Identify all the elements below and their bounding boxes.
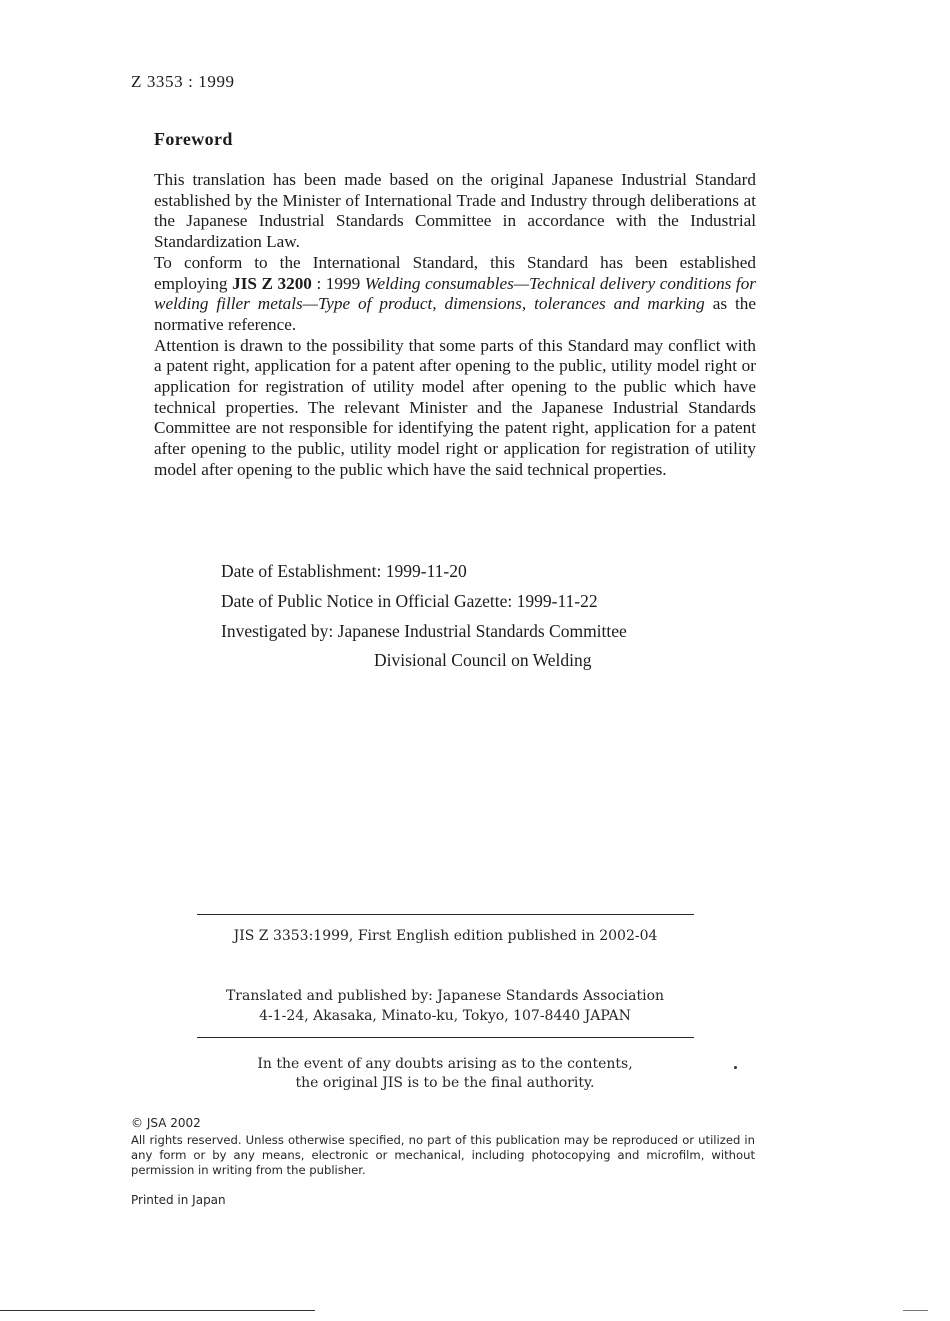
- publisher-address: 4-1-24, Akasaka, Minato-ku, Tokyo, 107-8440 JAPAN: [259, 1008, 631, 1024]
- copyright-notice: © JSA 2002: [131, 1116, 201, 1130]
- divider-bottom: [197, 1037, 694, 1038]
- paragraph-2-end: as the normative reference.: [154, 294, 756, 334]
- scan-speck: [734, 1066, 737, 1069]
- divisional-council: Divisional Council on Welding: [374, 650, 592, 670]
- foreword-title: Foreword: [154, 129, 233, 149]
- authority-line-1: In the event of any doubts arising as to the contents,: [257, 1056, 633, 1072]
- paragraph-2-intro: To conform to the International Standard, this Standard has been established employing: [154, 252, 756, 293]
- date-of-establishment: Date of Establishment: 1999-11-20: [221, 561, 467, 581]
- normative-reference-code: JIS Z 3200: [232, 273, 312, 293]
- authority-line-2: the original JIS is to be the final authority.: [295, 1075, 595, 1091]
- divider-top: [197, 914, 694, 915]
- date-of-public-notice: Date of Public Notice in Official Gazette: 1999-11-22: [221, 591, 598, 611]
- foreword-body: [154, 170, 756, 481]
- edition-note: JIS Z 3353:1999, First English edition published in 2002-04: [233, 928, 658, 944]
- normative-reference-title: Welding consumables—Technical delivery conditions for welding filler metals—Type of product, dimensions, tolerances and marking: [154, 273, 756, 314]
- scan-edge-line-right: [903, 1310, 928, 1311]
- foreword-paragraph-2: [154, 253, 756, 336]
- translated-by: Translated and published by: Japanese Standards Association: [225, 988, 665, 1004]
- rights-reserved-notice: All rights reserved. Unless otherwise specified, no part of this publication may be reproduced or utilized in any form or by any means, electronic or mechanical, including photocopying and microfilm, without permission in writing from the publisher.: [131, 1133, 755, 1177]
- foreword-paragraph-3: Attention is drawn to the possibility that some parts of this Standard may conflict with a patent right, application for a patent after opening to the public, utility model right or application for registration of utility model after opening to the public which have technical properties. The relevant Minister and the Japanese Industrial Standards Committee are not responsible for identifying the patent right, application for a patent after opening to the public, utility model right or application for registration of utility model after opening to the public which have the said technical properties.: [154, 335, 756, 479]
- printed-in: Printed in Japan: [131, 1193, 226, 1207]
- authority-note: [180, 1055, 710, 1093]
- standard-code: Z 3353 : 1999: [131, 72, 235, 91]
- scan-edge-line-left: [0, 1310, 315, 1311]
- investigated-by: Investigated by: Japanese Industrial Standards Committee: [221, 621, 627, 641]
- normative-reference-year: : 1999: [311, 273, 365, 293]
- foreword-paragraph-1: This translation has been made based on the original Japanese Industrial Standard established by the Minister of International Trade and Industry through deliberations at the Japanese Industrial Standards Committee in accordance with the Industrial Standardization Law.: [154, 170, 756, 252]
- publisher-block: [180, 986, 710, 1026]
